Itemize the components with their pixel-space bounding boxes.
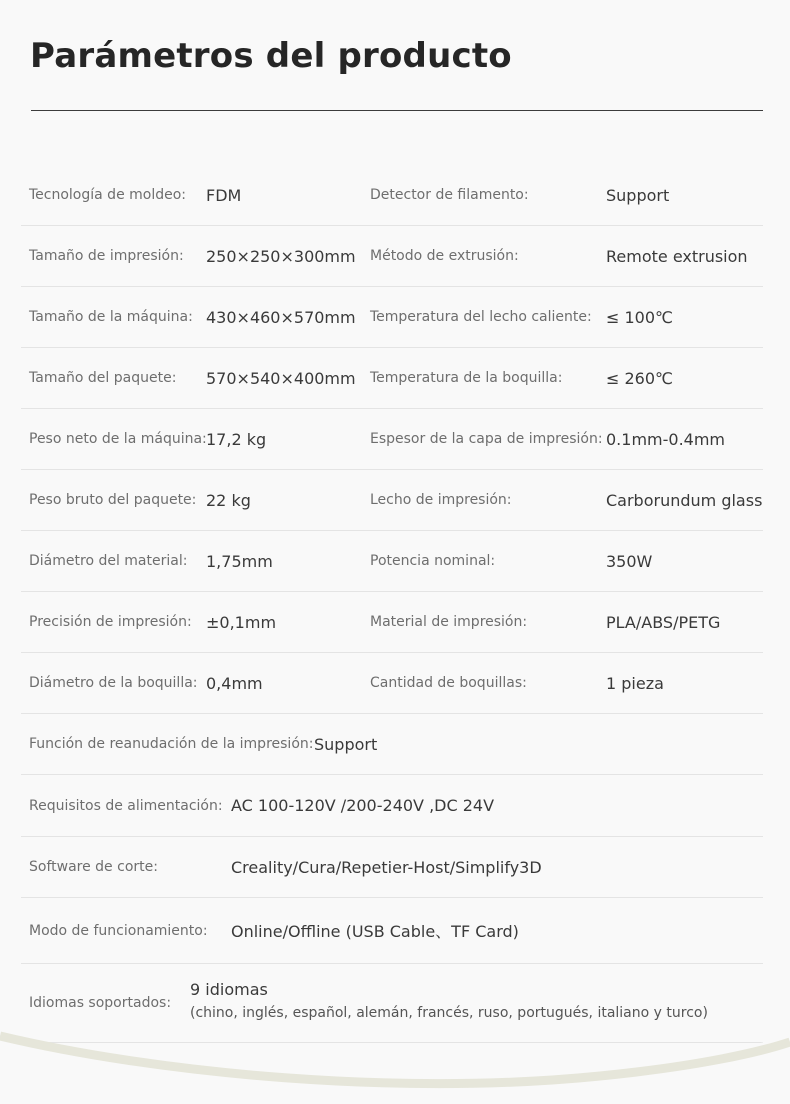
spec-value: 0,4mm [206, 673, 263, 693]
spec-value: 22 kg [206, 490, 251, 510]
languages-value [190, 980, 708, 1021]
title-divider [31, 110, 763, 111]
spec-label: Temperatura del lecho caliente: [370, 309, 592, 325]
spec-label: Potencia nominal: [370, 553, 496, 569]
spec-label: Cantidad de boquillas: [370, 675, 527, 691]
spec-value: ≤ 100℃ [606, 307, 673, 327]
spec-row [21, 653, 763, 714]
spec-row [21, 898, 763, 964]
spec-row [21, 226, 763, 287]
spec-value: FDM [206, 185, 242, 205]
spec-value: PLA/ABS/PETG [606, 612, 721, 632]
spec-label: Función de reanudación de la impresión: [29, 736, 314, 752]
spec-label: Precisión de impresión: [29, 614, 192, 630]
spec-label: Tecnología de moldeo: [29, 187, 187, 203]
spec-label: Requisitos de alimentación: [29, 797, 223, 814]
decorative-wave [0, 1030, 790, 1104]
spec-label: Método de extrusión: [370, 248, 519, 264]
spec-value: Support [314, 734, 378, 754]
spec-label: Diámetro del material: [29, 553, 188, 569]
spec-value: Remote extrusion [606, 246, 748, 266]
spec-value: Carborundum glass [606, 490, 763, 510]
spec-row [21, 714, 763, 775]
spec-value: Creality/Cura/Repetier-Host/Simplify3D [231, 857, 542, 877]
spec-row [21, 592, 763, 653]
spec-row [21, 470, 763, 531]
spec-label: Detector de filamento: [370, 187, 529, 203]
page-title: Parámetros del producto [30, 36, 512, 76]
spec-value: ±0,1mm [206, 612, 277, 632]
spec-label: Tamaño del paquete: [29, 370, 177, 386]
spec-table [21, 165, 763, 1043]
spec-row [21, 287, 763, 348]
spec-label: Software de corte: [29, 859, 158, 875]
spec-label: Material de impresión: [370, 614, 528, 630]
spec-row [21, 348, 763, 409]
spec-label: Tamaño de impresión: [29, 248, 184, 264]
spec-label: Diámetro de la boquilla: [29, 675, 198, 691]
spec-value: 0.1mm-0.4mm [606, 429, 726, 449]
spec-value: 570×540×400mm [206, 368, 356, 388]
spec-label: Tamaño de la máquina: [29, 309, 193, 325]
spec-value: 1 pieza [606, 673, 664, 693]
spec-value: 1,75mm [206, 551, 273, 571]
spec-label: Modo de funcionamiento: [29, 922, 208, 939]
spec-value: 250×250×300mm [206, 246, 356, 266]
languages-count: 9 idiomas [190, 980, 268, 999]
spec-value: Online/Offline (USB Cable、TF Card) [231, 922, 519, 941]
spec-row [21, 409, 763, 470]
spec-value: 430×460×570mm [206, 307, 356, 327]
spec-label: Temperatura de la boquilla: [370, 370, 563, 386]
spec-value: Support [606, 185, 670, 205]
spec-label: Lecho de impresión: [370, 492, 512, 508]
spec-row [21, 837, 763, 898]
languages-list: (chino, inglés, español, alemán, francés, ruso, portugués, italiano y turco) [190, 1005, 708, 1021]
spec-row [21, 531, 763, 592]
spec-row [21, 165, 763, 226]
spec-value: 350W [606, 551, 653, 571]
spec-label: Idiomas soportados: [29, 995, 172, 1011]
spec-label: Espesor de la capa de impresión: [370, 431, 603, 447]
spec-value: ≤ 260℃ [606, 368, 673, 388]
spec-label: Peso neto de la máquina: [29, 431, 207, 447]
spec-value: AC 100-120V /200-240V ,DC 24V [231, 796, 495, 815]
spec-row [21, 775, 763, 837]
spec-value: 17,2 kg [206, 429, 267, 449]
spec-label: Peso bruto del paquete: [29, 492, 197, 508]
